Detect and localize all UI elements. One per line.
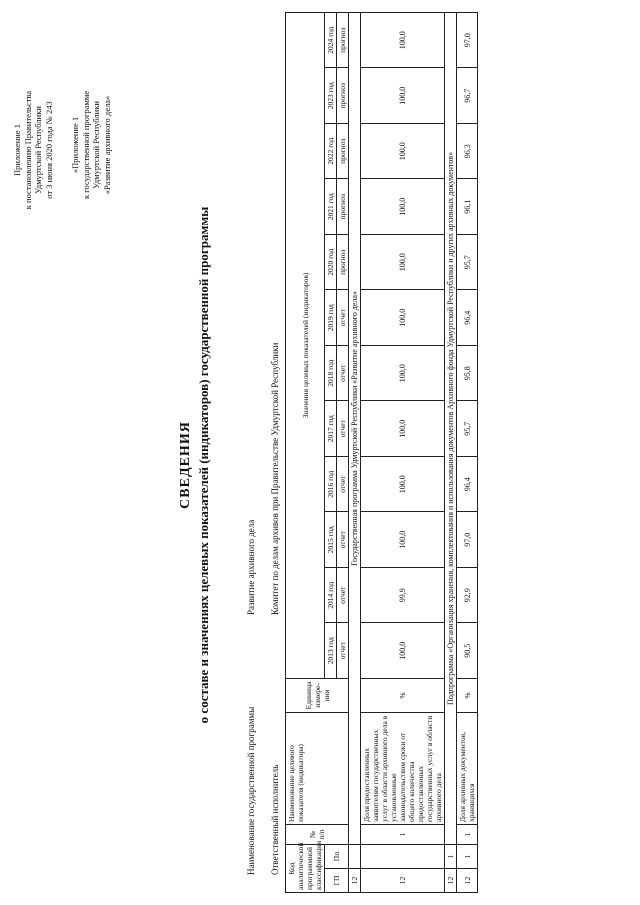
header-gp: ГП [325,869,349,893]
header-num: № п/п [286,824,349,844]
appendix2-line: «Приложение 1 [70,116,80,174]
status-cell: отчет [337,456,349,512]
indicator-row [457,12,478,892]
year-cell: 2019 год [325,290,337,346]
pp-cell: 1 [445,844,457,868]
gp-cell: 12 [445,869,457,893]
value-cell: 96,4 [457,290,478,346]
value-cell: 100,0 [361,623,445,679]
appendix-line: от 3 июня 2020 года № 243 [43,101,54,199]
program-value: Развитие архивного дела [246,519,256,615]
year-cell: 2018 год [325,345,337,401]
document-subtitle: о составе и значениях целевых показателей (индикаторов) государственной программы [196,206,211,724]
appendix-header [12,35,54,265]
num-cell: 1 [361,824,445,844]
header-row-1 [286,12,325,892]
value-cell: 100,0 [361,512,445,568]
value-cell: 97,0 [457,12,478,68]
year-cell: 2024 год [325,12,337,68]
status-cell: отчет [337,623,349,679]
value-cell: 100,0 [361,456,445,512]
value-cell: 100,0 [361,290,445,346]
value-cell: 100,0 [361,179,445,235]
value-cell: 95,8 [457,345,478,401]
appendix2-line: Удмуртской Республики [91,101,101,189]
value-cell: 92,9 [457,567,478,623]
header-values: Значения целевых показателей (индикаторов) [286,12,325,678]
appendix-program-header [70,45,112,245]
status-cell: отчет [337,290,349,346]
status-cell: отчет [337,401,349,457]
year-cell: 2021 год [325,179,337,235]
document-title: СВЕДЕНИЯ [178,421,193,509]
value-cell: 100,0 [361,12,445,68]
header-code: Код аналитической программной классификации [286,844,325,892]
pp-cell [361,844,445,868]
value-cell: 95,7 [457,234,478,290]
value-cell: 90,5 [457,623,478,679]
value-cell: 97,0 [457,512,478,568]
indicator-name: Доля предоставленных заявителям государственных услуг в области архивного дела в установленные законодательством сроки от общего количества предоставленных государственных услуг в области архивного дела [361,712,445,824]
document-titles [178,65,212,865]
num-cell: 1 [457,824,478,844]
value-cell: 96,1 [457,179,478,235]
status-cell: отчет [337,345,349,401]
value-cell: 95,7 [457,401,478,457]
value-cell: 96,7 [457,68,478,124]
year-cell: 2014 год [325,567,337,623]
gp-cell: 12 [349,869,361,893]
gp-cell: 12 [361,869,445,893]
pp-cell [349,844,361,868]
unit-cell: % [457,678,478,712]
year-cell: 2020 год [325,234,337,290]
value-cell: 96,3 [457,123,478,179]
value-cell: 100,0 [361,68,445,124]
year-cell: 2017 год [325,401,337,457]
appendix-line: Приложение 1 [12,124,22,176]
status-cell: отчет [337,512,349,568]
value-cell: 100,0 [361,345,445,401]
status-cell: прогноз [337,68,349,124]
status-cell: прогноз [337,179,349,235]
gp-cell: 12 [457,869,478,893]
value-cell: 99,9 [361,567,445,623]
indicator-name: Доля архивных документов, хранящихся [457,712,478,824]
executor-value: Комитет по делам архивов при Правительстве Удмуртской Республики [270,342,280,615]
program-label: Наименование государственной программы [246,706,256,875]
year-cell: 2016 год [325,456,337,512]
program-row-title: Государственная программа Удмуртской Республики «Развитие архивного дела» [349,12,361,844]
status-cell: прогноз [337,234,349,290]
pp-cell: 1 [457,844,478,868]
appendix2-line: «Развитие архивного дела» [101,95,112,195]
status-cell: прогноз [337,123,349,179]
indicators-table [285,12,478,893]
status-cell: прогноз [337,12,349,68]
program-row [349,12,361,892]
value-cell: 96,4 [457,456,478,512]
appendix-line: к постановлению Правительства [22,90,33,210]
year-cell: 2013 год [325,623,337,679]
value-cell: 100,0 [361,123,445,179]
year-cell: 2022 год [325,123,337,179]
appendix2-line: к государственной программе [80,90,91,200]
header-pp: Пп [325,844,349,868]
header-unit: Единица измере-ния [286,678,349,712]
appendix-line: Удмуртской Республики [33,106,43,194]
year-cell: 2015 год [325,512,337,568]
subprogram-row-title: Подпрограмма «Организация хранения, комплектования и использования документов Архивного фонда Удмуртской Республики и других архивных документов» [445,12,457,844]
unit-cell: % [361,678,445,712]
indicator-row [361,12,445,892]
executor-label: Ответственный исполнитель [270,764,280,875]
value-cell: 100,0 [361,234,445,290]
subprogram-row [445,12,457,892]
value-cell: 100,0 [361,401,445,457]
status-cell: отчет [337,567,349,623]
year-cell: 2023 год [325,68,337,124]
header-name: Наименование целевого показателя (индикатора) [286,712,349,824]
